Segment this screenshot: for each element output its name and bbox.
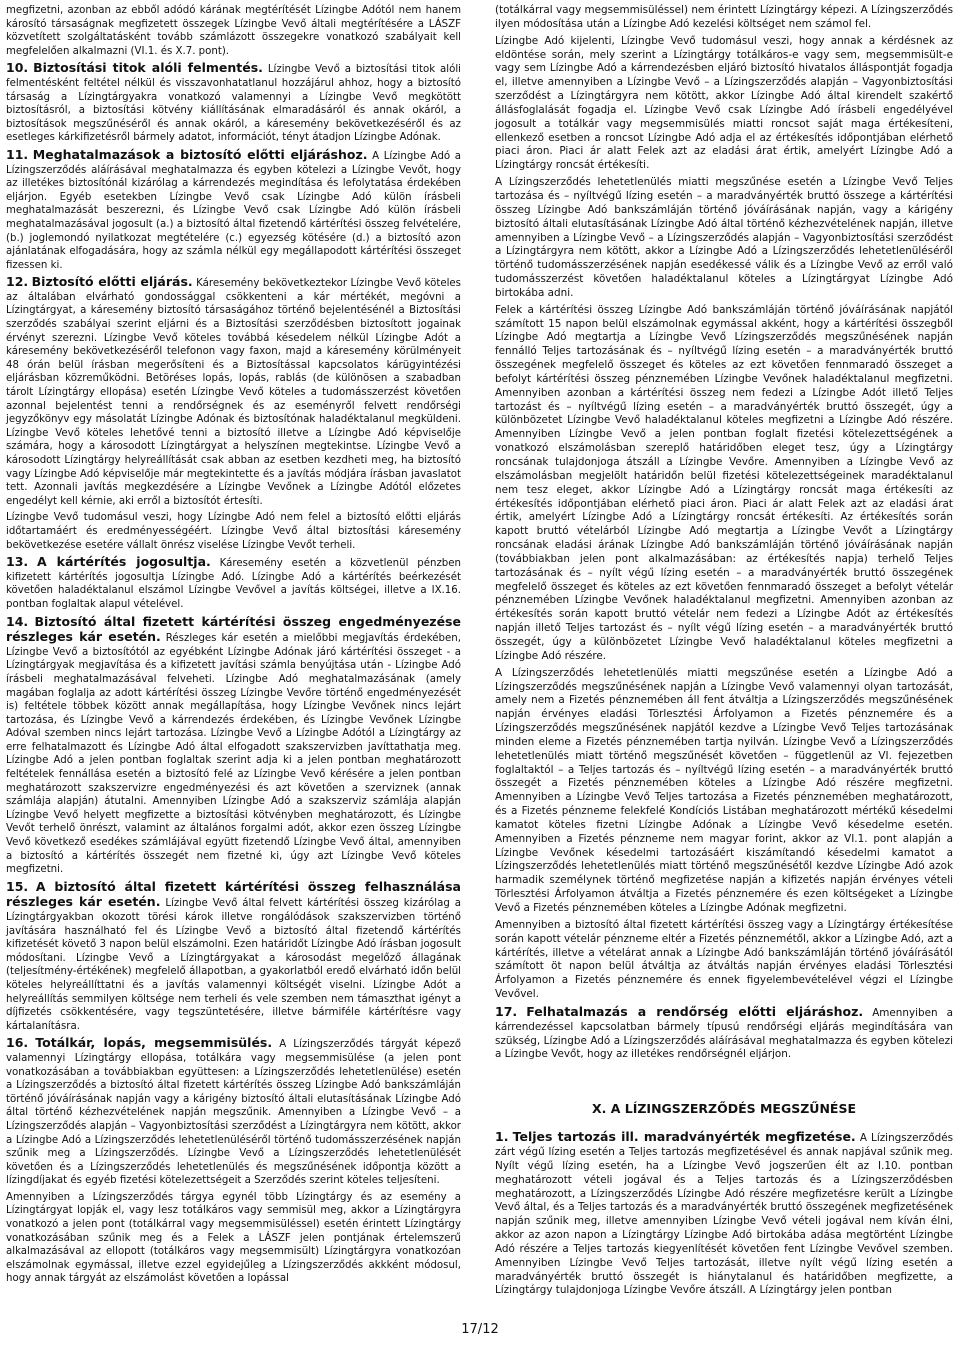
section-heading: Biztosító által fizetett kártérítési összeg engedményezése részleges kár esetén. xyxy=(6,613,461,645)
paragraph-text: A Lízingszerződés tárgyát képező valamennyi Lízingtárgy ellopása, totálkára vagy megsemmisülése (a jelen pont vonatkozásában a továbbiakban együttesen: a Lízingszerződés lehetetlenülése) esetén a Lízingszerződés a biztosító által fizetett kártérítés összeg Lízingbe Adó bankszámláján történő jóváírásának napján vagy a kárigény biztosító általi elutasításának Lízingbe Adó által történő kézhezvételének napján megszűnik. Amennyiben a Lízingbe Vevő – a Lízingszerződés alapján – Vagyonbiztosítási szerződést a Lízingtárgyra nem kötött, akkor a Lízingbe Adó a Lízingszerződés lehetetlenüléséről történő tudomásszerzésének napján szűnik meg a Lízingszerződés. Lízingbe Vevő a Lízingszerződés lehetetlenülését követően és a Lízingszerződés lehetetlenülés és megszűnésének időpontja között a lízingdíjakat és egyéb fizetési kötelezettségeit a Szerződés szerint köteles teljesíteni. xyxy=(6,1039,461,1187)
paragraph xyxy=(6,1036,461,1188)
paragraph-text: Káresemény esetén a közvetlenül pénzben kifizetett kártérítés jogosultja Lízingbe Adó. Lízingbe Adó a kártérítés beérkezését követően haladéktalanul elszámol Lízingbe Vevővel a javítás költségei, illetve a IX.16. pontban foglaltak alapul vételével. xyxy=(6,558,461,610)
right-column xyxy=(495,4,953,1301)
paragraph-text: Káresemény bekövetkeztekor Lízingbe Vevő köteles az általában elvárható gondossággal csökkenteni a kár mértékét, megóvni a Lízingtárgyat, a káresemény biztosító társaságához történő bejelentésénél a Biztosítási szerződés szabályai szerint eljárni és a Biztosítási szerződésben biztosított jogainak érvényt szerezni. Lízingbe Vevő köteles továbbá késedelem nélkül Lízingbe Adót a káresemény bekövetkezéséről telefonon vagy faxon, majd a káresemény körülményeit 48 órán belül írásban megerősíteni és a Biztosítással kapcsolatos kárügyintézési eljárásban közreműködni. Betöréses lopás, lopás, rablás (de különösen a szabadban tárolt Lízingtárgy ellopása) esetén Lízingbe Vevő köteles a tudomásszerzést követően azonnal bejelentést tenni a rendőrségnek és az eseményről felvett rendőrségi jegyzőkönyv egy másolatát Lízingbe Adónak és biztosítónak haladéktalanul megküldeni. Lízingbe Vevő köteles lehetővé tenni a biztosító illetve a Lízingbe Adó képviselője számára, hogy a károsodott Lízingtárgyat a helyszínen megtekintse. Lízingbe Vevő a károsodott Lízingtárgy helyreállítását csak abban az esetben kezdheti meg, ha biztosító vagy Lízingbe Adó képviselője már megtekintette és a javítás módjára írásban javaslatot tett. Azonnali javítás megkezdésére a Lízingbe Vevőnek a Lízingbe Adótól előzetes engedélyt kell kérnie, aki erről a biztosítót értesíti. xyxy=(6,278,461,507)
paragraph xyxy=(6,511,461,552)
paragraph-text: Lízingbe Vevő tudomásul veszi, hogy Lízingbe Adó nem felel a biztosító előtti eljárás időtartamáért és eredményességéért. Lízingbe Vevő által biztosítási káresemény bekövetkezése esetére vállalt önrész viselése Lízingbe Vevőt terheli. xyxy=(6,512,461,551)
paragraph xyxy=(495,4,953,32)
paragraph xyxy=(6,275,461,508)
paragraph xyxy=(495,304,953,664)
paragraph xyxy=(495,35,953,173)
paragraph-text: A Lízingszerződés zárt végű lízing esetén a Teljes tartozás megfizetésével és annak napjával szűnik meg. Nyílt végű lízing esetén, ha a Lízingbe Vevő jogszerűen élt az I.10. pontban meghatározott vételi jogával és a Teljes tartozás és a Lízingszerződésben meghatározott, a Lízingszerződés Lízingbe Adó részére megfizetésre került a Lízingbe Vevő által, és a Teljes tartozás és a maradványérték bruttó összegének megfizetésének napján szűnik meg, illetve amennyiben Lízingbe Vevő vételi jogával nem kíván élni, akkor az azon napon a Lízingtárgy Lízingbe Adó birtokába adása megtörtént Lízingbe Adó részére a Teljes tartozás kiegyenlítését követően fent Lízingbe Vevővel szemben. Amennyiben Lízingbe Vevő Teljes tartozását, illetve nyílt végű lízing esetén a maradványérték bruttó összegét is hiánytalanul és határidőben megfizette, a Lízingtárgy tulajdonjoga Lízingbe Vevőre átszáll. A Lízingtárgy jelen pontban xyxy=(495,1132,953,1297)
section-number: 1. xyxy=(495,1129,509,1145)
paragraph-text: megfizetni, azonban az ebből adódó kárának megtérítését Lízingbe Adótól nem hanem károsító társaságnak megfizetett összegek Lízingbe Vevő általi megtérítésére a LÁSZF közvetített szolgáltatásként tovább számlázott összegekre vonatkozó szabályait kell megfelelően alkalmazni (VI.1. és X.7. pont). xyxy=(6,5,461,57)
page-footer xyxy=(0,1322,960,1337)
paragraph xyxy=(6,61,461,145)
paragraph-text: (totálkárral vagy megsemmisüléssel) nem érintett Lízingtárgy képezi. A Lízingszerződés ilyen módosítása után a Lízingbe Adó kezelési költséget nem számol fel. xyxy=(495,4,953,30)
paragraph xyxy=(495,1005,953,1062)
section-number: 10. xyxy=(6,60,29,76)
section-number: 17. xyxy=(495,1003,518,1019)
paragraph-text: Felek a kártérítési összeg Lízingbe Adó bankszámláján történő jóváírásának napjától számított 15 napon belül elszámolnak egymással akként, hogy a kártérítési összegből Lízingbe Adó megtartja a Lízingbe Vevő Lízingszerződés megszűnésének napján fennálló Teljes tartozásának és – nyíltvégű lízing esetén – a maradványérték bruttó összegének megfelelő összeget és köteles az ezt követően fennmaradó összeget a befolyt kártérítési összeg pénznemében Lízingbe Vevőnek haladéktalanul megfizetni. Amennyiben azonban a kártérítési összeg nem fedezi a Lízingbe Adót illető Teljes tartozást és – nyíltvégű lízing esetén – a maradványérték bruttó összegét, úgy a különbözetet Lízingbe Vevő haladéktalanul köteles megfizetni a Lízingbe Adó részére. Amennyiben Lízingbe Vevő a jelen pontban foglalt fizetési kötelezettségének a vonatkozó elszámolásban szereplő határidőben eleget tesz, úgy a Lízingtárgy roncsának tulajdonjoga átszáll a Lízingbe Vevőre. Amennyiben a Lízingbe Vevő az elszámolásban megjelölt határidőn belül fizetési kötelezettségeinek maradéktalanul nem tesz eleget, akkor Lízingbe Adó a Lízingtárgy roncsát maga értékesíti az értékesítés időpontjában elérhető piaci áron. Piaci ár alatt Felek azt az eladási árat értik, amelyért Lízingbe Adó a Lízingtárgy roncsát értékesíti. Az értékesítés során kapott bruttó vételárból Lízingbe Adó megtartja a Lízingbe Vevőt a Lízingtárgy roncsának eladási árának Lízingbe Adó bankszámláján történő jóváírásának napján (továbbiakban jelen pont alkalmazásában: az értékesítés napja) terhelő Teljes tartozásának és – nyílt végű lízing esetén – a maradványérték bruttó összegének megfelelő összeget és köteles az ezt követően fennmaradó összeget a befolyt vételár pénznemében Lízingbe Vevőnek haladéktalanul megfizetni. Amennyiben azonban az értékesítés során kapott bruttó vételár nem fedezi a Lízingbe Adót az értékesítés napján illető Teljes tartozást és – nyílt végű lízing esetén – a maradványérték bruttó összegét, úgy a különbözetet Lízingbe Vevő haladéktalanul köteles megfizetni a Lízingbe Adó részére. xyxy=(495,303,953,662)
paragraph-text: Amennyiben a Lízingszerződés tárgya egynél több Lízingtárgy és az esemény a Lízingtárgyat lopják el, vagy lesz totálkáros vagy semmisül meg, akkor a Lízingtárgyra vonatkozó a jelen pont (totálkárral vagy megsemmisüléssel) esetén érintett Lízingtárgy vonatkozásában szűnik meg és a Felek a LÁSZF jelen pontjának értelemszerű alkalmazásával az ellopott (totálkáros vagy megsemmisült) Lízingtárgyra vonatkozóan elszámolnak egymással, illetve ezzel egyidejűleg a Lízingszerződés akkként módosul, hogy annak tárgyát az elszámolást követően a lopással xyxy=(6,1191,461,1285)
paragraph-text: A Lízingbe Adó a Lízingszerződés aláírásával meghatalmazza és egyben kötelezi a Lízingbe Vevőt, hogy az illetékes biztosítónál kizárólag a kárrendezés megindítása és lefolytatása érdekében eljárjon. Egyéb esetekben Lízingbe Vevő csak Lízingbe Adó külön írásbeli meghatalmazását beszerezni, és Lízingbe Vevő csak Lízingbe Adó külön írásbeli meghatalmazásával jogosult (a.) a biztosító által fizetendő kártérítési összeg felvételére, (b.) joglemondó nyilatkozat megtételére (c.) egyezség kötésére (d.) a biztosító azon ajánlatának elfogadására, hogy az számla nélkül egy megállapodott kártérítési összeget fizessen ki. xyxy=(6,150,461,271)
section-number: 15. xyxy=(6,878,29,894)
section-number: 16. xyxy=(6,1035,29,1051)
section-number: 11. xyxy=(6,146,29,162)
section-heading: Biztosító előtti eljárás. xyxy=(31,274,193,290)
section-number: 12. xyxy=(6,274,29,290)
paragraph xyxy=(6,148,461,272)
paragraph-text: Lízingbe Vevő által felvett kártérítési összeg kizárólag a Lízingtárgyakban okozott törési károk illetve rongálódások szakszervizben történő javítására használható fel és Lízingbe Vevő a biztosító által fizetendő kártérítés kifizetését követő 3 napon belül elszámolni. Ezen határidőt Lízingbe Adó írásban jogosult módosítani. Lízingbe Vevő a Lízingtárgyakat a károsodást megelőző állagának (teljesítmény-értékének) megfelelő állapotban, a gyakorlatból eredő elvárható időn belül köteles helyreállíttatni és a javítás valamennyi költségét viselni. Lízingbe Adót a helyreállítás semmilyen költsége nem terheli és vele szemben nem támaszthat igényt a díjfizetés csökkentésére, vagy tegszüntetésére, illetve bármiféle kártérítésre vagy kártalanításra. xyxy=(6,898,461,1032)
paragraph-text: Részleges kár esetén a mielőbbi megjavítás érdekében, Lízingbe Vevő a biztosítótól az egyébként Lízingbe Adónak járó kártérítési összeget - a Lízingtárgyak megjavítása és a kifizetett javítási számla benyújtása után - Lízingbe Adó írásbeli meghatalmazásával felveheti. Lízingbe Adó meghatalmazásának (amely magában foglalja az adott kártérítési összeg Lízingbe Vevőre történő engedményezését is) feltétele többek között annak megállapítása, hogy Lízingbe Vevőnek nincs lejárt tartozása, és Lízingbe Vevő a kárrendezés érdekében, és Lízingbe Vevőnek Lízingbe Adóval szemben nincs lejárt tartozása. Lízingbe Vevő a Lízingbe Adótól a Lízingtárgy az erre felhatalmazott és Lízingbe Adó által elfogadott szakszervizben javíttathatja meg. Lízingbe Adó a jelen pontban foglaltak szerint adja ki a jelen pontban meghatározott feltételek fennállása esetén a biztosító felé az Lízingbe Vevő kérésére a jelen pontban meghatározott szakszervizre engedményezési és azt követően a szerviznek (annak számlája alapján) átutalni. Amennyiben Lízingbe Adó a szakszerviz számlája alapján Lízingbe Vevő helyett megfizette a biztosítási kötvényben meghatározott, és Lízingbe Vevőt terhelő önrészt, valamint az általános forgalmi adót, akkor ezen összeg Lízingbe Vevő következő esedékes számlájával együtt fizetendő Lízingbe Vevő által, amennyiben a biztosító a kártérítés összegét nem fizetné ki, úgy azt Lízingbe Vevő köteles megfizetni. xyxy=(6,633,461,876)
paragraph xyxy=(495,1130,953,1298)
section-heading: A kártérítés jogosultja. xyxy=(37,554,211,570)
paragraph-text: Amennyiben a kárrendezéssel kapcsolatban bármely típusú rendőrségi eljárás megindítására van szükség, Lízingbe Adó a Lízingszerződés aláírásával meghatalmazza és egyben kötelezi a Lízingbe Vevőt, hogy az illetékes rendőrségnél eljárjon. xyxy=(495,1006,953,1061)
paragraph-text: Lízingbe Vevő a biztosítási titok alóli felmentésként feltétel nélkül és visszavonhatatlanul hozzájárul ahhoz, hogy a biztosító társaság a Lízingtárgyakra vonatkozó valamennyi a Lízingbe Vevő megkötött biztosításról, a biztosítási kötvény kiállításának elmaradásáról és annak okáról, a biztosítások megszűnéséről és annak okáról, a káresemény bekövetkezéséről és az esetleges kárkifizetésről bármely adatot, információt, tényt átadjon Lízingbe Adónak. xyxy=(6,64,461,144)
paragraph xyxy=(6,4,461,58)
paragraph xyxy=(6,880,461,1034)
paragraph xyxy=(6,555,461,611)
paragraph xyxy=(495,176,953,301)
section-heading: Teljes tartozás ill. maradványérték megfizetése. xyxy=(512,1129,856,1145)
section-number: 14. xyxy=(6,613,29,629)
section-heading: A biztosító által fizetett kártérítési összeg felhasználása részleges kár esetén. xyxy=(6,878,461,910)
section-heading: Biztosítási titok alóli felmentés. xyxy=(33,60,263,76)
section-heading: Meghatalmazások a biztosító előtti eljáráshoz. xyxy=(32,146,368,162)
paragraph xyxy=(6,1191,461,1286)
section-number: 13. xyxy=(6,554,29,570)
paragraph xyxy=(495,919,953,1002)
left-column xyxy=(6,4,461,1289)
section-heading: Felhatalmazás a rendőrség előtti eljáráshoz. xyxy=(526,1003,864,1019)
chapter-heading: X. A LÍZINGSZERZŐDÉS MEGSZŰNÉSE xyxy=(591,1101,856,1117)
paragraph-text: A Lízingszerződés lehetetlenülés miatti megszűnése esetén a Lízingbe Adó a Lízingszerződés megszűnésének napján a Lízingbe Vevő valamennyi olyan tartozását, amely nem a Fizetés pénznemében áll fent átváltja a Lízingszerződés megszűnésének napján érvényes eladási Törlesztési Árfolyamon a Fizetés pénznemére és a Lízingszerződés megszűnésének napjától kezdve a Lízingbe Vevő Teljes tartozásának minden eleme a Fizetés pénznemében tartja nyilván. Lízingbe Vevő a Lízingszerződés lehetetlenülés miatt történő megszűnését követően – függetlenül az VI. fejezetben foglaltaktól – a Teljes tartozás és – nyíltvégű lízing esetén – a maradványérték bruttó összegét a Fizetés pénznemében köteles a Lízingbe Adó részére megfizetni. Amennyiben a Lízingbe Vevő Teljes tartozása a Fizetés pénznemében meghatározott, és a Fizetés pénzneme felekfelé Kondíciós Listában meghatározott mértékű késedelmi kamatot köteles fizetni Lízingbe Adónak a Lízingbe Vevő késedelme esetén. Amennyiben a Fizetés pénzneme nem magyar forint, akkor az VI.1. pont alapján a Lízingbe Vevőnek késedelmi tartozásáért kiszámítandó késedelmi kamatot a Lízingszerződés lehetetlenülés miatt történő megszűnésétől kezdve Lízingbe Adó azok harmadik személynek történő megfizetése napján a kifizetés napján érvényes vételi Törlesztési Árfolyamon átváltja a Fizetés pénznemére és ezen költségeket a Lízingbe Vevő a Fizetés pénznemében köteles a Lízingbe Adónak megfizetni. xyxy=(495,666,953,914)
paragraph-text: Amennyiben a biztosító által fizetett kártérítési összeg vagy a Lízingtárgy értékesítése során kapott vételár pénzneme eltér a Fizetés pénznemétől, akkor a Lízingbe Adó, azt a kártérítés, illetve a vételárat annak a Lízingbe Adó bankszámláján történő jóváírásától számított öt napon belül átváltja az átváltás napján érvényes eladási Törlesztési Árfolyamon a Fizetés pénznemére és ennek figyelembevételével végzi el Lízingbe Vevővel. xyxy=(495,918,953,1001)
paragraph xyxy=(495,667,953,916)
section-heading: Totálkár, lopás, megsemmisülés. xyxy=(35,1035,273,1051)
paragraph-text: Lízingbe Adó kijelenti, Lízingbe Vevő tudomásul veszi, hogy annak a kérdésnek az eldöntése során, mely szerint a Lízingtárgy totálkáros-e vagy sem, megsemmisült-e vagy sem Lízingbe Adó a kárrendezésben eljáró biztosító hivatalos álláspontját fogadja el, illetve amennyiben a Lízingbe Vevő – a Lízingszerződés alapján – Vagyonbiztosítási szerződést a Lízingtárgyra nem kötött, akkor Lízingbe Adó által kirendelt szakértő állásfoglalását fogadja el. Lízingbe Vevő csak Lízingbe Adó írásbeli engedélyével jogosult a totálkár vagy megsemmisülés miatti roncsot saját maga értékesíteni, ellenkező esetben a roncsot Lízingbe Adó adja el az értékesítés időpontjában elérhető piaci áron. Piaci ár alatt Felek azt az eladási árat értik, amelyért Lízingbe Adó a Lízingtárgy roncsát értékesíti. xyxy=(495,34,953,172)
page-number: 17/12 xyxy=(461,1322,499,1337)
paragraph xyxy=(6,615,461,877)
paragraph-text: A Lízingszerződés lehetetlenülés miatti megszűnése esetén a Lízingbe Vevő Teljes tartozása és – nyíltvégű lízing esetén – a maradványérték bruttó összege a kártérítési összeg Lízingbe Adó bankszámláján történő jóváírásának napján, vagy a kárigény biztosító általi elutasításának Lízingbe Adó által történő kézhezvételének napján, illetve amennyiben a Lízingbe Vevő – a Lízingszerződés alapján – Vagyonbiztosítási szerződést a Lízingtárgyra nem kötött, akkor a Lízingbe Adó a Lízingszerződés lehetetlenüléséről történő tudomásszerzésének napján esedékessé válik és a Lízingbe Vevő az erről való tudomásszerzést követően haladéktalanul köteles a Lízingtárgyat Lízingbe Adó birtokába adni. xyxy=(495,176,953,299)
